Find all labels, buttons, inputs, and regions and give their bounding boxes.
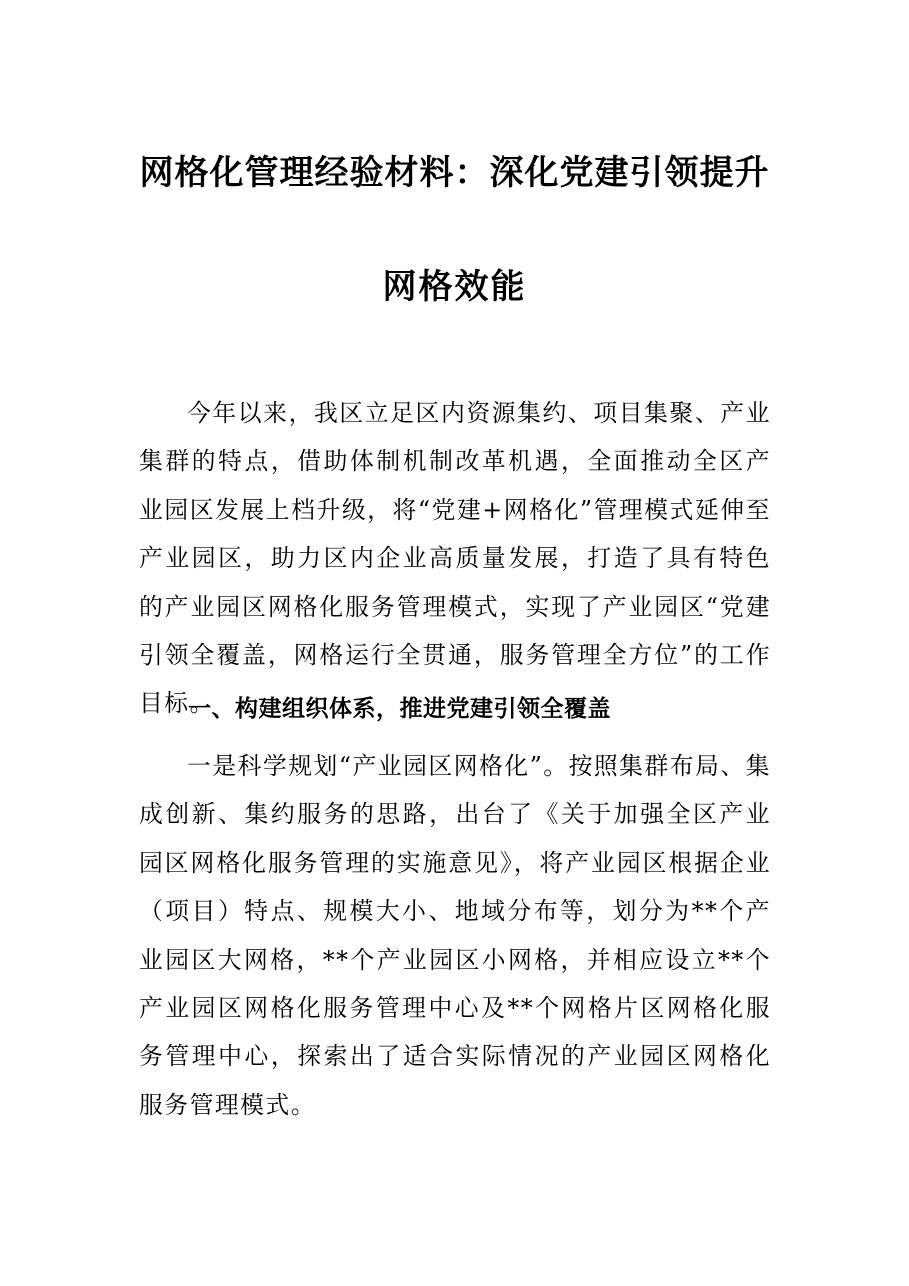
intro-paragraph: 今年以来，我区立足区内资源集约、项目集聚、产业集群的特点，借助体制机制改革机遇，全面推动全区产业园区发展上档升级，将“党建+网格化”管理模式延伸至产业园区，助力区内企业高质量发展，打造了具有特色的产业园区网格化服务管理模式，实现了产业园区“党建引领全覆盖，网格运行全贯通，服务管理全方位”的工作目标。 — [139, 399, 771, 718]
document-title-line-2: 网格效能 — [382, 267, 527, 307]
section-heading-1: 一、构建组织体系，推进党建引领全覆盖 — [188, 696, 611, 722]
document-title-line-1: 网格化管理经验材料：深化党建引领提升 — [139, 153, 770, 193]
section-1-paragraph: 一是科学规划“产业园区网格化”。按照集群布局、集成创新、集约服务的思路，出台了《关于加强全区产业园区网格化服务管理的实施意见》，将产业园区根据企业（项目）特点、规模大小、地域分布等，划分为**个产业园区大网格，**个产业园区小网格，并相应设立**个产业园区网格化服务管理中心及**个网格片区网格化服务管理中心，探索出了适合实际情况的产业园区网格化服务管理模式。 — [139, 752, 771, 1119]
